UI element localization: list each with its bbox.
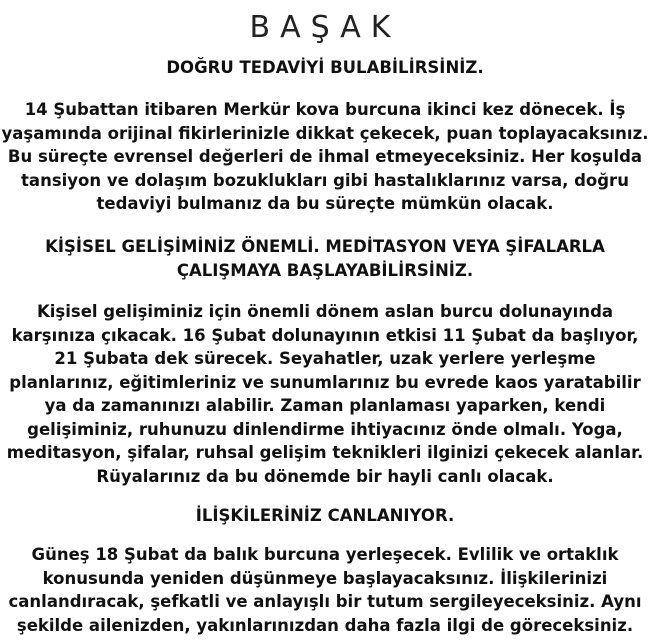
heading-line: İLİŞKİLERİNİZ CANLANIYOR. [195, 506, 455, 525]
section-paragraph-personal-growth [0, 300, 650, 488]
paragraph-line: şekilde ailenizden, yakınlarınızdan daha fazla ilgi de göreceksiniz. [16, 615, 634, 635]
heading-line: DOĞRU TEDAVİYİ BULABİLİRSİNİZ. [166, 58, 484, 77]
paragraph-line: planlarınız, eğitimleriniz ve sunumlarınız bu evrede kaos yaratabilir [9, 372, 641, 392]
paragraph-line: meditasyon, şifalar, ruhsal gelişim teknikleri ilginizi çekecek alanlar. [6, 443, 644, 462]
paragraph-line: tedaviyi bulmanız da bu süreçte mümkün olacak. [96, 194, 554, 213]
paragraph-line: gelişiminiz, ruhunuzu dinlendirme ihtiyacınız önde olmalı. Yoga, [27, 419, 623, 439]
paragraph-line: Rüyalarınız da bu dönemde bir hayli canlı olacak. [96, 466, 554, 486]
paragraph-line: 14 Şubattan itibaren Merkür kova burcuna ikinci kez dönecek. İş [24, 100, 626, 119]
section-paragraph-relationships [0, 543, 650, 637]
section-heading-treatment [0, 56, 650, 80]
paragraph-line: karşınıza çıkacak. 16 Şubat dolunayının etkisi 11 Şubat da başlıyor, [11, 325, 639, 345]
heading-line: KİŞİSEL GELİŞİMİNİZ ÖNEMLİ. MEDİTASYON VEYA ŞİFALARLA [45, 237, 605, 256]
paragraph-line: yaşamında orijinal fikirlerinizle dikkat çekecek, puan toplayacaksınız. [1, 123, 649, 143]
section-heading-relationships [0, 504, 650, 528]
section-paragraph-treatment [0, 98, 650, 216]
paragraph-line: tansiyon ve dolaşım bozuklukları gibi hastalıklarınız varsa, doğru [21, 170, 629, 190]
paragraph-line: canlandıracak, şefkatli ve anlayışlı bir tutum sergileyeceksiniz. Aynı [8, 592, 642, 611]
page-title: BAŞAK [249, 10, 401, 45]
heading-line: ÇALIŞMAYA BAŞLAYABİLİRSİNİZ. [176, 261, 474, 280]
paragraph-line: Bu süreçte evrensel değerleri de ihmal etmeyeceksiniz. Her koşulda [7, 147, 643, 166]
section-heading-personal-growth [0, 235, 650, 283]
paragraph-line: ya da zamanınızı alabilir. Zaman planlaması yaparken, kendi [44, 396, 606, 415]
paragraph-line: Kişisel gelişiminiz için önemli dönem aslan burcu dolunayında [36, 302, 614, 321]
paragraph-line: konusunda yeniden düşünmeye başlayacaksınız. İlişkilerinizi [42, 568, 608, 588]
paragraph-line: Güneş 18 Şubat da balık burcuna yerleşecek. Evlilik ve ortaklık [31, 545, 619, 564]
paragraph-line: 21 Şubata dek sürecek. Seyahatler, uzak yerlere yerleşme [54, 349, 596, 368]
